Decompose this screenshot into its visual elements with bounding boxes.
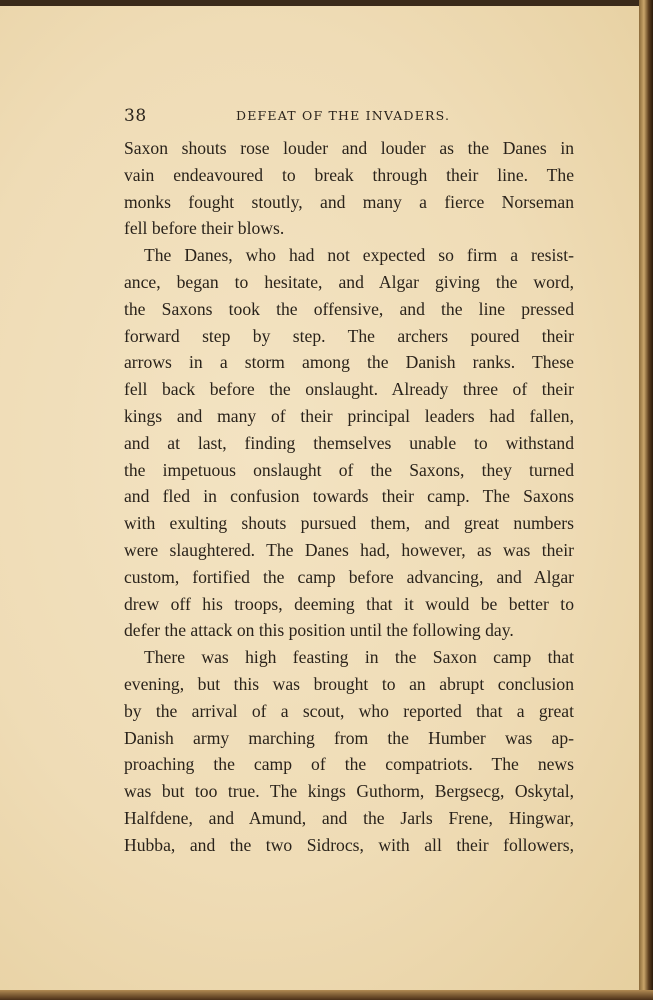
text-line: was but too true. The kings Guthorm, Bergsecg, Oskytal, xyxy=(124,781,574,802)
text-line: by the arrival of a scout, who reported that a great xyxy=(124,700,574,721)
text-line: and fled in confusion towards their camp. The Saxons xyxy=(124,486,574,507)
bottom-edge xyxy=(0,990,653,1000)
text-line: monks fought stoutly, and many a fierce Norseman xyxy=(124,191,574,212)
text-line: defer the attack on this position until the following day. xyxy=(124,620,514,641)
text-line: Hubba, and the two Sidrocs, with all their followers, xyxy=(124,834,574,855)
text-line: Halfdene, and Amund, and the Jarls Frene, Hingwar, xyxy=(124,807,574,828)
paragraph-2 xyxy=(124,242,574,644)
text-line: drew off his troops, deeming that it would be better to xyxy=(124,593,574,614)
text-line: custom, fortified the camp before advancing, and Algar xyxy=(124,566,574,587)
text-line: with exulting shouts pursued them, and great numbers xyxy=(124,513,574,534)
running-head: DEFEAT OF THE INVADERS. xyxy=(236,108,451,123)
text-line: Saxon shouts rose louder and louder as the Danes in xyxy=(124,138,574,158)
text-line: proaching the camp of the compatriots. The news xyxy=(124,754,574,775)
text-line: and at last, finding themselves unable to withstand xyxy=(124,432,574,453)
text-line: the impetuous onslaught of the Saxons, they turned xyxy=(124,459,574,480)
text-line: forward step by step. The archers poured their xyxy=(124,325,574,346)
text-line: fell before their blows. xyxy=(124,218,285,239)
text-line: kings and many of their principal leaders had fallen, xyxy=(124,405,574,426)
paragraph-1 xyxy=(124,135,574,242)
text-line: vain endeavoured to break through their line. The xyxy=(124,164,574,185)
text-line: The Danes, who had not expected so firm a resist- xyxy=(144,245,574,266)
body-text xyxy=(124,135,574,859)
text-line: There was high feasting in the Saxon camp that xyxy=(144,647,574,668)
text-line: Danish army marching from the Humber was ap- xyxy=(124,727,574,748)
text-line: fell back before the onslaught. Already three of their xyxy=(124,379,574,400)
text-line: arrows in a storm among the Danish ranks. These xyxy=(124,352,574,373)
page-number: 38 xyxy=(124,106,147,126)
text-line: evening, but this was brought to an abrupt conclusion xyxy=(124,673,574,694)
paragraph-3 xyxy=(124,644,574,858)
text-line: were slaughtered. The Danes had, however, as was their xyxy=(124,539,574,560)
text-line: ance, began to hesitate, and Algar giving the word, xyxy=(124,271,574,292)
page-edge xyxy=(639,0,653,1000)
text-line: the Saxons took the offensive, and the line pressed xyxy=(124,298,574,319)
page-header xyxy=(124,106,574,130)
